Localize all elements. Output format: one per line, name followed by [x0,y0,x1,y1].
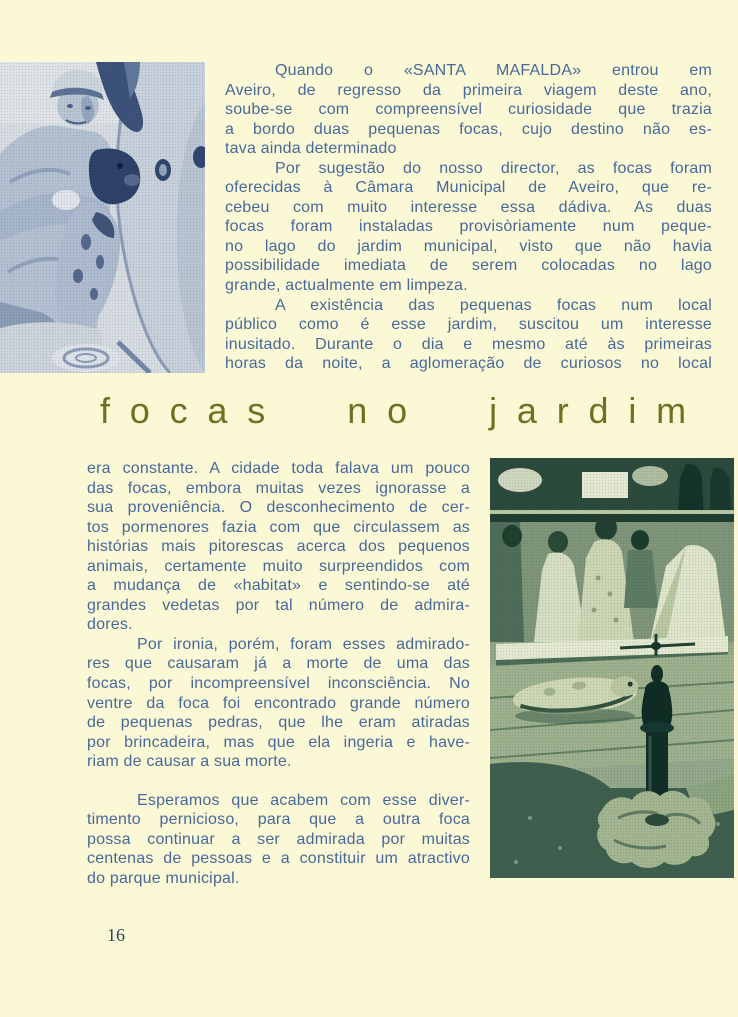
text-line: Esperamos que acabem com esse diver- [137,791,470,809]
text-line: sua proveniência. O desconhecimento de cer- [87,499,470,517]
text-line: histórias mais pitorescas acerca dos pequenos [87,538,470,556]
text-line: grande, actualmente em limpeza. [225,277,468,295]
text-line: era constante. A cidade toda falava um pouco [87,460,470,477]
text-line: centenas de pessoas e a constituir um atractivo [87,850,470,868]
text-line: oferecidas à Câmara Municipal de Aveiro, que re- [225,179,712,197]
text-line: A existência das pequenas focas num local [275,296,712,314]
text-line: tava ainda determinado [225,140,397,158]
text-line: a mudança de «habitat» e sentindo-se até [87,577,470,595]
text-line: possa continuar a ser admirada por muitas [87,830,470,848]
text-line: Por sugestão do nosso director, as focas foram [275,159,712,177]
text-line: dores. [87,616,133,634]
text-line: res que causaram já a morte de uma das [87,655,470,673]
article-title: focas no jardim [100,390,706,431]
intro-text-block [225,61,712,374]
text-line: tos pormenores fazia com que circulassem as [87,518,470,536]
text-line: por brincadeira, mas que ela ingeria e have- [87,733,470,751]
text-line: do parque municipal. [87,869,240,887]
text-line: público como é esse jardim, suscitou um interesse [225,316,712,334]
text-line: animais, certamente muito surpreendidos com [87,557,470,575]
text-line: das focas, embora muitas vezes ignorasse a [87,479,470,497]
text-line: riam de causar a sua morte. [87,753,292,771]
text-line: de pequenas pedras, que lhe eram atiradas [87,714,470,732]
ship-photo-illustration [0,62,205,373]
photo-seal-fountain-crowd [490,458,734,878]
text-line: horas da noite, a aglomeração de curiosos no local [225,355,712,373]
text-line: soube-se com compreensível curiosidade que trazia [225,101,712,119]
text-line: Quando o «SANTA MAFALDA» entrou em [275,62,712,79]
body-text-column [87,459,470,888]
fountain-photo-illustration [490,458,734,878]
page-number: 16 [107,925,125,945]
text-line: possibilidade imediata de serem colocadas no lago [225,257,712,275]
text-line: ventre da foca foi encontrado grande número [87,694,470,712]
text-line: no lago do jardim municipal, visto que não havia [225,237,712,255]
text-line: focas foram instaladas provisòriamente num peque- [225,218,712,236]
text-line: cebeu com muito interesse essa dádiva. As duas [225,198,712,216]
text-line: a bordo duas pequenas focas, cujo destino não es- [225,120,712,138]
text-line: Aveiro, de regresso da primeira viagem deste ano, [225,81,712,99]
text-line: Por ironia, porém, foram esses admirado- [137,635,470,653]
photo-man-holding-seal [0,62,205,373]
text-line: grandes vedetas por tal número de admira- [87,596,470,614]
text-line: timento pernicioso, para que a outra foca [87,811,470,829]
text-line: inusitado. Durante o dia e mesmo até às primeiras [225,335,712,353]
text-line: focas, por incompreensível inconsciência. No [87,675,470,693]
